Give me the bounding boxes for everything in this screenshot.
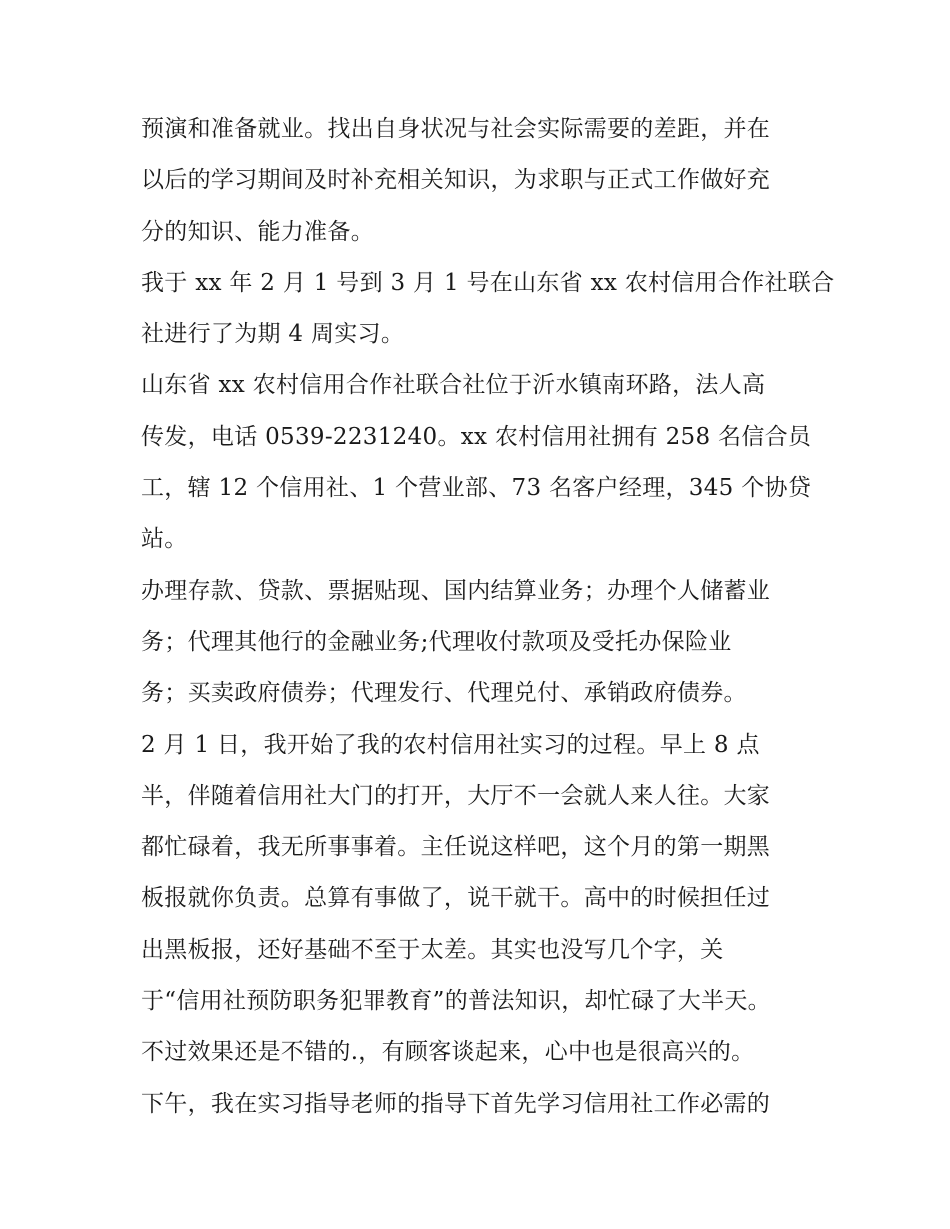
text-line: 出黑板报，还好基础不至于太差。其实也没写几个字，关 [141, 936, 724, 963]
text-line: 以后的学习期间及时补充相关知识，为求职与正式工作做好充 [141, 167, 771, 194]
text-line: 我于 xx 年 2 月 1 号到 3 月 1 号在山东省 xx 农村信用合作社联合 [141, 269, 835, 296]
text-line: 站。 [141, 526, 188, 553]
text-line: 社进行了为期 4 周实习。 [141, 321, 405, 348]
text-line: 2 月 1 日，我开始了我的农村信用社实习的过程。早上 8 点 [141, 731, 760, 758]
text-line: 传发，电话 0539-2231240。xx 农村信用社拥有 258 名信合员 [141, 423, 812, 450]
text-line: 预演和准备就业。找出自身状况与社会实际需要的差距，并在 [141, 116, 771, 142]
body-text [141, 109, 835, 1135]
text-line: 半，伴随着信用社大门的打开，大厅不一会就人来人往。大家 [141, 782, 771, 809]
text-line: 工，辖 12 个信用社、1 个营业部、73 名客户经理，345 个协贷 [141, 475, 812, 502]
text-line: 不过效果还是不错的.，有顾客谈起来，心中也是很高兴的。 [141, 1039, 755, 1066]
text-line: 于“信用社预防职务犯罪教育”的普法知识，却忙碌了大半天。 [141, 988, 771, 1015]
text-line: 办理存款、贷款、票据贴现、国内结算业务；办理个人储蓄业 [141, 577, 771, 604]
text-line: 分的知识、能力准备。 [141, 218, 374, 245]
text-line: 下午，我在实习指导老师的指导下首先学习信用社工作必需的 [141, 1090, 771, 1117]
text-line: 山东省 xx 农村信用合作社联合社位于沂水镇南环路，法人高 [141, 372, 766, 399]
text-line: 都忙碌着，我无所事事着。主任说这样吧，这个月的第一期黑 [141, 834, 771, 861]
text-line: 务；代理其他行的金融业务;代理收付款项及受托办保险业 [141, 628, 732, 655]
text-line: 板报就你负责。总算有事做了，说干就干。高中的时候担任过 [141, 885, 771, 912]
text-line: 务；买卖政府债券；代理发行、代理兑付、承销政府债券。 [141, 680, 747, 707]
